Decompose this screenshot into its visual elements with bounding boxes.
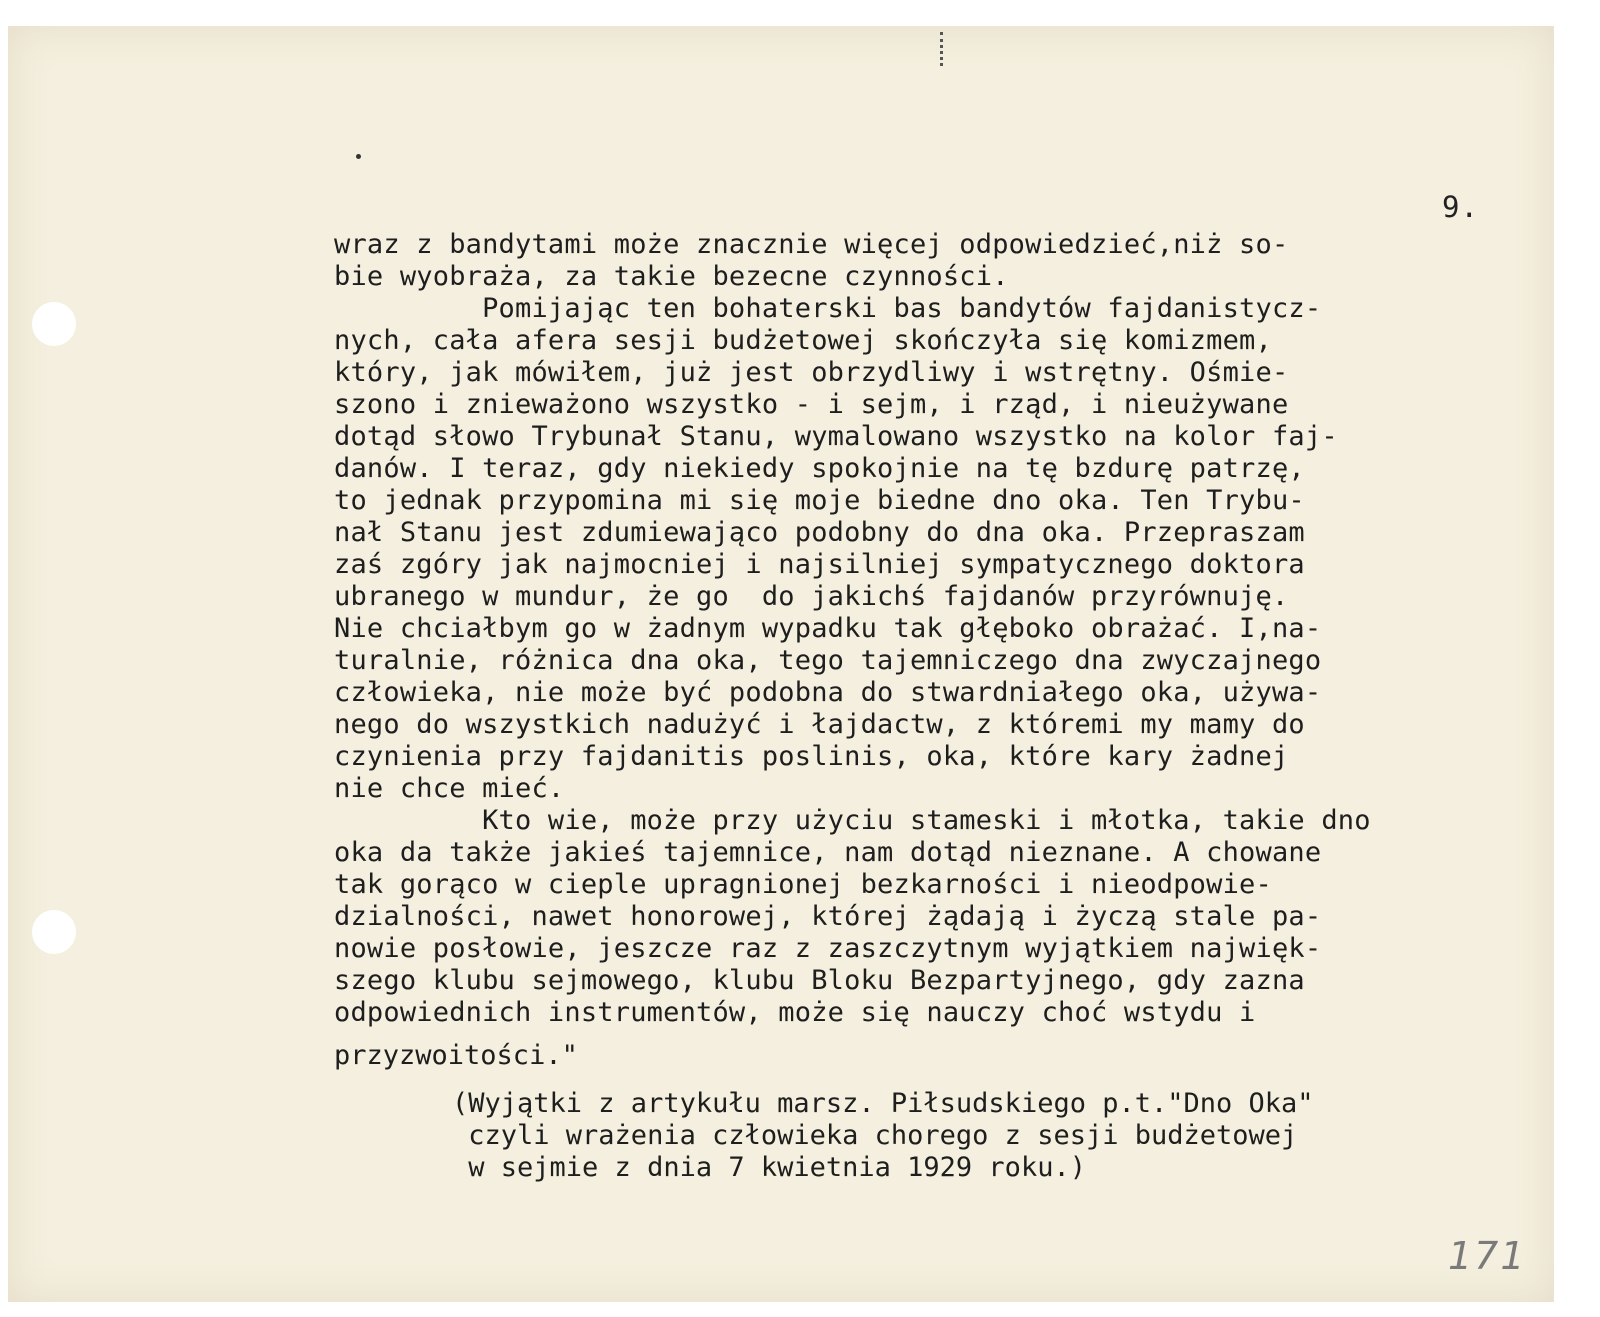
body-text [334, 229, 1371, 1029]
text-line: zaś zgóry jak najmocniej i najsilniej sympatycznego doktora [334, 549, 1305, 580]
citation [452, 1088, 1314, 1184]
text-line: szego klubu sejmowego, klubu Bloku Bezpartyjnego, gdy zazna [334, 965, 1305, 996]
text-line: nych, cała afera sesji budżetowej skończyła się komizmem, [334, 325, 1272, 356]
text-line: szono i znieważono wszystko - i sejm, i rząd, i nieużywane [334, 389, 1289, 420]
punch-hole-top [32, 302, 76, 346]
text-line: nego do wszystkich nadużyć i łajdactw, z któremi my mamy do [334, 709, 1305, 740]
page-number: 9. [1442, 190, 1479, 224]
text-line: danów. I teraz, gdy niekiedy spokojnie na tę bzdurę patrzę, [334, 453, 1305, 484]
text-line: człowieka, nie może być podobna do stwardniałego oka, używa- [334, 677, 1322, 708]
text-line: który, jak mówiłem, już jest obrzydliwy i wstrętny. Ośmie- [334, 357, 1289, 388]
ink-dot [356, 154, 361, 159]
text-line: tak gorąco w cieple upragnionej bezkarności i nieodpowie- [334, 869, 1272, 900]
text-line: Kto wie, może przy użyciu stameski i młotka, takie dno [334, 805, 1371, 836]
text-line: wraz z bandytami może znacznie więcej odpowiedzieć,niż so- [334, 229, 1289, 260]
text-line: bie wyobraża, za takie bezecne czynności. [334, 261, 1009, 292]
text-line: to jednak przypomina mi się moje biedne dno oka. Ten Trybu- [334, 485, 1305, 516]
closing-line: przyzwoitości." [334, 1040, 578, 1071]
text-line: nie chce mieć. [334, 773, 565, 804]
archive-number: 171 [1448, 1234, 1527, 1278]
text-line: czynienia przy fajdanitis poslinis, oka, które kary żadnej [334, 741, 1289, 772]
punch-hole-bottom [32, 910, 76, 954]
text-line: odpowiednich instrumentów, może się nauczy choć wstydu i [334, 997, 1256, 1028]
citation-line: czyli wrażenia człowieka chorego z sesji budżetowej [452, 1120, 1298, 1151]
text-line: dzialności, nawet honorowej, której żądają i życzą stale pa- [334, 901, 1322, 932]
text-line: Nie chciałbym go w żadnym wypadku tak głęboko obrażać. I,na- [334, 613, 1322, 644]
text-line: dotąd słowo Trybunał Stanu, wymalowano wszystko na kolor faj- [334, 421, 1338, 452]
text-line: oka da także jakieś tajemnice, nam dotąd nieznane. A chowane [334, 837, 1322, 868]
text-line: turalnie, różnica dna oka, tego tajemniczego dna zwyczajnego [334, 645, 1322, 676]
citation-line: w sejmie z dnia 7 kwietnia 1929 roku.) [452, 1152, 1086, 1183]
text-line: nał Stanu jest zdumiewająco podobny do dna oka. Przepraszam [334, 517, 1305, 548]
text-line: ubranego w mundur, że go do jakichś fajdanów przyrównuję. [334, 581, 1289, 612]
ink-mark [940, 32, 946, 66]
document-page [8, 26, 1554, 1302]
citation-line: (Wyjątki z artykułu marsz. Piłsudskiego p.t."Dno Oka" [452, 1088, 1314, 1119]
text-line: Pomijając ten bohaterski bas bandytów fajdanistycz- [334, 293, 1322, 324]
text-line: nowie posłowie, jeszcze raz z zaszczytnym wyjątkiem najwięk- [334, 933, 1322, 964]
